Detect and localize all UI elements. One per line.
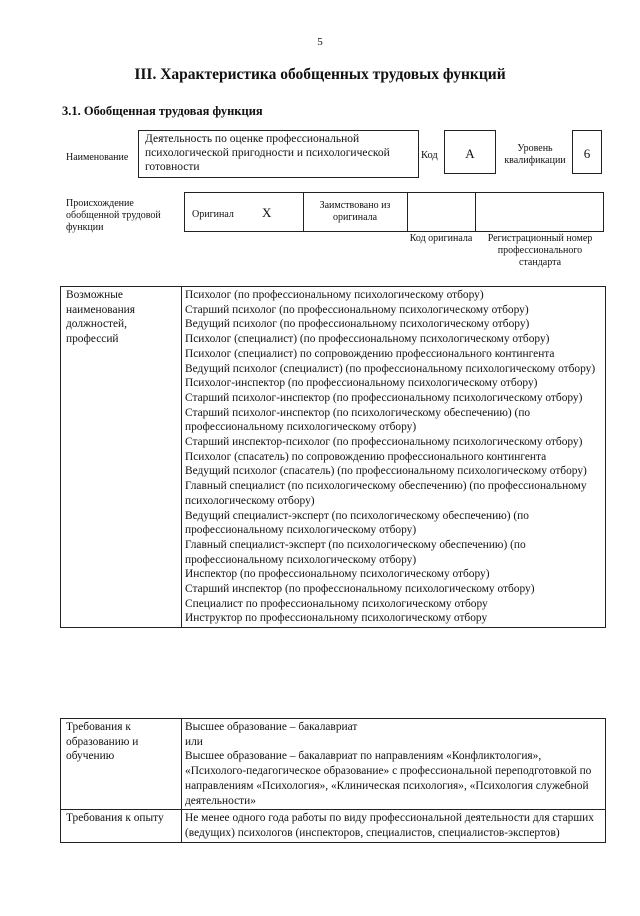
origin-label: Происхождение обобщенной трудовой функции	[66, 198, 161, 233]
code-label: Код	[421, 150, 438, 161]
name-label: Наименование	[66, 152, 129, 163]
education-label: Требования к образованию и обучению	[61, 719, 182, 810]
code-value: А	[465, 146, 475, 161]
name-value: Деятельность по оценке профессиональной психологической пригодности и психологической готовности	[145, 133, 390, 173]
experience-label: Требования к опыту	[61, 810, 182, 842]
level-label: Уровень квалификации	[504, 143, 566, 166]
education-item: Высшее образование – бакалавриат по направлениям «Конфликтология», «Психолого-педагогическое образование» с профессиональной переподготовкой по направлениям «Психология», «Клиническая психология», «Психология служебной деятельности»	[185, 750, 592, 807]
borrowed-label: Заимствовано из оригинала	[319, 200, 391, 223]
position-item: Старший инспектор-психолог (по профессиональному психологическому отбору)	[185, 436, 583, 449]
position-item: Специалист по профессиональному психологическому отбору	[185, 597, 488, 610]
position-item: Психолог-инспектор (по профессиональному психологическому отбору)	[185, 377, 538, 390]
positions-list	[182, 287, 606, 628]
origin-divider-1	[303, 192, 304, 232]
position-item: Старший психолог-инспектор (по профессиональному психологическому отбору)	[185, 391, 583, 404]
position-item: Психолог (по профессиональному психологическому отбору)	[185, 289, 484, 301]
position-item: Ведущий специалист-эксперт (по психологическому обеспечению) (по профессиональному психологическому отбору)	[185, 509, 529, 537]
origin-divider-2	[407, 192, 408, 232]
reg-number-label: Регистрационный номер профессионального стандарта	[487, 233, 593, 268]
requirements-table	[60, 718, 606, 843]
positions-label: Возможные наименования должностей, профессий	[61, 287, 182, 628]
experience-item: Не менее одного года работы по виду профессиональной деятельности для старших (ведущих) психологов (инспекторов, специалистов, специалистов-экспертов)	[185, 812, 594, 839]
section-title: III. Характеристика обобщенных трудовых функций	[134, 66, 506, 83]
level-value: 6	[583, 146, 591, 161]
code-original-label: Код оригинала	[409, 233, 473, 244]
original-label: Оригинал	[192, 209, 234, 220]
education-list	[182, 719, 606, 810]
subsection-title: 3.1. Обобщенная трудовая функция	[62, 104, 263, 118]
position-item: Старший психолог (по профессиональному психологическому отбору)	[185, 303, 529, 316]
page-number: 5	[317, 36, 323, 48]
position-item: Ведущий психолог (спасатель) (по профессиональному психологическому отбору)	[185, 465, 587, 478]
position-item: Старший психолог-инспектор (по психологическому обеспечению) (по профессиональному психологическому отбору)	[185, 406, 531, 434]
position-item: Главный специалист-эксперт (по психологическому обеспечению) (по профессиональному психологическому отбору)	[185, 538, 526, 566]
position-item: Ведущий психолог (по профессиональному психологическому отбору)	[185, 318, 530, 331]
position-item: Главный специалист (по психологическому обеспечению) (по профессиональному психологическому отбору)	[185, 480, 587, 507]
position-item: Старший инспектор (по профессиональному психологическому отбору)	[185, 583, 535, 596]
position-item: Психолог (специалист) (по профессиональному психологическому отбору)	[185, 333, 550, 346]
education-item: или	[185, 735, 203, 748]
position-item: Инспектор (по профессиональному психологическому отбору)	[185, 568, 490, 581]
positions-table	[60, 286, 606, 628]
original-mark: Х	[262, 205, 272, 220]
experience-list	[182, 810, 606, 842]
position-item: Инструктор по профессиональному психологическому отбору	[185, 612, 488, 625]
education-item: Высшее образование – бакалавриат	[185, 721, 358, 733]
position-item: Психолог (спасатель) по сопровождению профессионального контингента	[185, 450, 547, 463]
position-item: Психолог (специалист) по сопровождению профессионального контингента	[185, 347, 555, 360]
origin-divider-3	[475, 192, 476, 232]
position-item: Ведущий психолог (специалист) (по профессиональному психологическому отбору)	[185, 362, 596, 375]
